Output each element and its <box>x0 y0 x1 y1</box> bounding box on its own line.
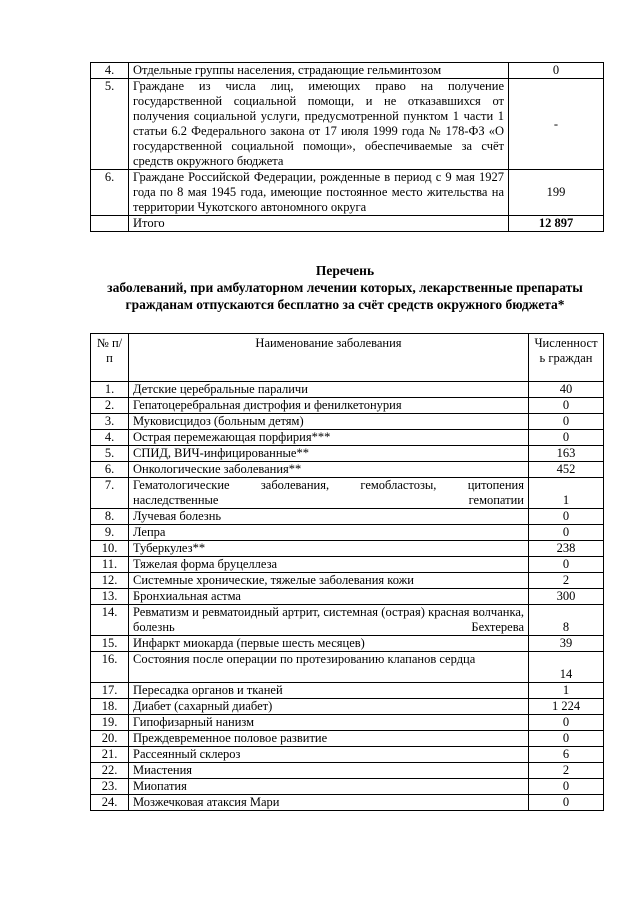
patient-count: 0 <box>529 731 604 747</box>
table-row <box>91 747 604 763</box>
table-row <box>91 589 604 605</box>
disease-name: Бронхиальная астма <box>129 589 529 605</box>
table-row <box>91 478 604 509</box>
table-row <box>91 541 604 557</box>
disease-name: Мозжечковая атаксия Мари <box>129 795 529 811</box>
table-row <box>91 605 604 636</box>
row-number: 1. <box>91 382 129 398</box>
row-number: 13. <box>91 589 129 605</box>
table-row <box>91 414 604 430</box>
patient-count: 14 <box>529 652 604 683</box>
table-row <box>91 763 604 779</box>
disease-name: СПИД, ВИЧ-инфицированные** <box>129 446 529 462</box>
patient-count: 0 <box>529 509 604 525</box>
table-row <box>91 652 604 683</box>
row-number: 20. <box>91 731 129 747</box>
patient-count: 1 <box>529 683 604 699</box>
disease-name: Пересадка органов и тканей <box>129 683 529 699</box>
header-name: Наименование заболевания <box>129 334 529 382</box>
row-value: - <box>509 79 604 170</box>
row-number: 12. <box>91 573 129 589</box>
row-number: 3. <box>91 414 129 430</box>
disease-name: Острая перемежающая порфирия*** <box>129 430 529 446</box>
patient-count: 163 <box>529 446 604 462</box>
patient-count: 39 <box>529 636 604 652</box>
table-row <box>91 525 604 541</box>
row-number: 9. <box>91 525 129 541</box>
patient-count: 2 <box>529 573 604 589</box>
row-number: 2. <box>91 398 129 414</box>
total-row <box>91 216 604 232</box>
row-number: 19. <box>91 715 129 731</box>
row-number: 21. <box>91 747 129 763</box>
disease-name: Тяжелая форма бруцеллеза <box>129 557 529 573</box>
row-number: 17. <box>91 683 129 699</box>
row-number: 4. <box>91 430 129 446</box>
disease-name: Детские церебральные параличи <box>129 382 529 398</box>
disease-name: Туберкулез** <box>129 541 529 557</box>
row-number: 8. <box>91 509 129 525</box>
table-row <box>91 573 604 589</box>
patient-count: 0 <box>529 398 604 414</box>
row-text: Отдельные группы населения, страдающие гельминтозом <box>129 63 509 79</box>
disease-name: Преждевременное половое развитие <box>129 731 529 747</box>
row-number: 16. <box>91 652 129 683</box>
patient-count: 0 <box>529 715 604 731</box>
table-row <box>91 63 604 79</box>
table-row <box>91 170 604 216</box>
patient-count: 0 <box>529 779 604 795</box>
patient-count: 1 <box>529 478 604 509</box>
table-row <box>91 446 604 462</box>
patient-count: 6 <box>529 747 604 763</box>
row-number: 18. <box>91 699 129 715</box>
row-number: 6. <box>91 170 129 216</box>
beneficiaries-table <box>90 62 604 232</box>
table-row <box>91 79 604 170</box>
patient-count: 452 <box>529 462 604 478</box>
table-row <box>91 699 604 715</box>
row-number: 23. <box>91 779 129 795</box>
row-value: 199 <box>509 170 604 216</box>
patient-count: 8 <box>529 605 604 636</box>
disease-name: Гематологические заболевания, гемобластозы, цитопения наследственные гемопатии <box>129 478 529 509</box>
header-row <box>91 334 604 382</box>
table-row <box>91 683 604 699</box>
row-number: 4. <box>91 63 129 79</box>
diseases-table <box>90 333 604 811</box>
disease-name: Системные хронические, тяжелые заболевания кожи <box>129 573 529 589</box>
disease-name: Лучевая болезнь <box>129 509 529 525</box>
row-number: 10. <box>91 541 129 557</box>
row-value: 0 <box>509 63 604 79</box>
row-number: 24. <box>91 795 129 811</box>
row-number: 22. <box>91 763 129 779</box>
table-row <box>91 382 604 398</box>
disease-name: Состояния после операции по протезированию клапанов сердца <box>129 652 529 683</box>
patient-count: 0 <box>529 430 604 446</box>
table-row <box>91 795 604 811</box>
table-row <box>91 509 604 525</box>
disease-name: Диабет (сахарный диабет) <box>129 699 529 715</box>
patient-count: 1 224 <box>529 699 604 715</box>
disease-name: Ревматизм и ревматоидный артрит, системная (острая) красная волчанка, болезнь Бехтерева <box>129 605 529 636</box>
table-row <box>91 462 604 478</box>
disease-name: Онкологические заболевания** <box>129 462 529 478</box>
table-row <box>91 557 604 573</box>
patient-count: 2 <box>529 763 604 779</box>
patient-count: 300 <box>529 589 604 605</box>
table-row <box>91 731 604 747</box>
disease-name: Гипофизарный нанизм <box>129 715 529 731</box>
disease-name: Гепатоцеребральная дистрофия и фенилкетонурия <box>129 398 529 414</box>
disease-name: Инфаркт миокарда (первые шесть месяцев) <box>129 636 529 652</box>
disease-name: Миопатия <box>129 779 529 795</box>
row-number: 5. <box>91 79 129 170</box>
row-number: 6. <box>91 462 129 478</box>
table-row <box>91 636 604 652</box>
table-row <box>91 715 604 731</box>
table-row <box>91 430 604 446</box>
heading-subtitle-line1: заболеваний, при амбулаторном лечении которых, лекарственные препараты <box>107 280 583 295</box>
patient-count: 40 <box>529 382 604 398</box>
heading-title: Перечень <box>315 263 375 278</box>
patient-count: 0 <box>529 795 604 811</box>
patient-count: 0 <box>529 525 604 541</box>
table-row <box>91 398 604 414</box>
row-text: Граждане Российской Федерации, рожденные в период с 9 мая 1927 года по 8 мая 1945 года, имеющие постоянное место жительства на территории Чукотского автономного округа <box>129 170 509 216</box>
disease-name: Лепра <box>129 525 529 541</box>
heading-subtitle-line2: гражданам отпускаются бесплатно за счёт средств окружного бюджета* <box>125 297 565 312</box>
disease-name: Миастения <box>129 763 529 779</box>
total-label: Итого <box>129 216 509 232</box>
section-heading <box>60 262 630 313</box>
header-count: Численность граждан <box>529 334 604 382</box>
patient-count: 238 <box>529 541 604 557</box>
table-row <box>91 779 604 795</box>
row-number: 11. <box>91 557 129 573</box>
disease-name: Рассеянный склероз <box>129 747 529 763</box>
row-number: 7. <box>91 478 129 509</box>
patient-count: 0 <box>529 557 604 573</box>
disease-name: Муковисцидоз (больным детям) <box>129 414 529 430</box>
patient-count: 0 <box>529 414 604 430</box>
row-number: 15. <box>91 636 129 652</box>
total-value: 12 897 <box>509 216 604 232</box>
row-number: 14. <box>91 605 129 636</box>
row-number: 5. <box>91 446 129 462</box>
row-text: Граждане из числа лиц, имеющих право на получение государственной социальной помощи, и не отказавшихся от получения социальной услуги, предусмотренной пунктом 1 части 1 статьи 6.2 Федерального закона от 17 июля 1999 года № 178-ФЗ «О государственной социальной помощи», обеспечиваемые за счёт средств окружного бюджета <box>129 79 509 170</box>
header-num: № п/п <box>91 334 129 382</box>
